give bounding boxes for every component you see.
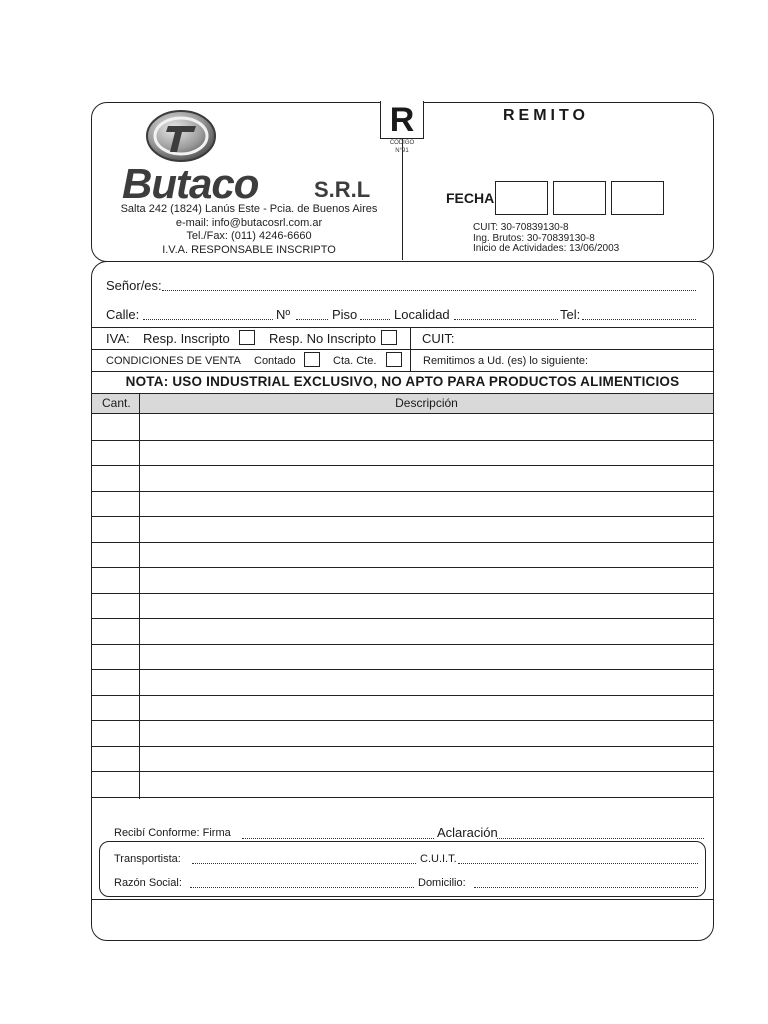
localidad-field[interactable] <box>454 319 558 320</box>
company-suffix: S.R.L <box>314 177 371 202</box>
row-divider <box>92 327 713 328</box>
body-box <box>91 261 714 941</box>
table-row[interactable] <box>92 669 713 670</box>
table-row[interactable] <box>92 593 713 594</box>
document-title: REMITO <box>503 107 589 124</box>
bottom-divider <box>92 899 713 900</box>
company-tax-status: I.V.A. RESPONSABLE INSCRIPTO <box>162 244 336 256</box>
table-column-divider <box>139 393 140 799</box>
cta-cte-checkbox[interactable] <box>386 352 402 367</box>
domicilio-label: Domicilio: <box>418 877 466 889</box>
row-divider <box>92 349 713 350</box>
table-row[interactable] <box>92 516 713 517</box>
localidad-label: Localidad <box>394 307 450 322</box>
transportista-label: Transportista: <box>114 853 181 865</box>
document-letter: R <box>380 101 424 139</box>
transport-cuit-label: C.U.I.T. <box>420 853 457 865</box>
header-divider <box>402 138 403 260</box>
senor-field[interactable] <box>162 290 696 291</box>
company-phone: Tel./Fax: (011) 4246-6660 <box>186 230 312 242</box>
company-inicio-actividades: Inicio de Actividades: 13/06/2003 <box>473 243 620 254</box>
domicilio-field[interactable] <box>474 887 698 888</box>
table-row[interactable] <box>92 542 713 543</box>
table-row[interactable] <box>92 746 713 747</box>
company-address: Salta 242 (1824) Lanús Este - Pcia. de Buenos Aires <box>120 203 378 215</box>
iva-no-inscripto-checkbox[interactable] <box>381 330 397 345</box>
transport-box <box>99 841 706 897</box>
razon-social-field[interactable] <box>190 887 414 888</box>
conditions-label: CONDICIONES DE VENTA <box>106 355 241 367</box>
header-descripcion: Descripción <box>395 396 458 410</box>
table-row[interactable] <box>92 618 713 619</box>
calle-label: Calle: <box>106 307 140 322</box>
table-row[interactable] <box>92 771 713 772</box>
row-divider <box>92 371 713 372</box>
table-row[interactable] <box>92 491 713 492</box>
date-month-field[interactable] <box>553 181 606 215</box>
senor-label: Señor/es: <box>106 278 162 293</box>
transportista-field[interactable] <box>192 863 416 864</box>
table-row[interactable] <box>92 440 713 441</box>
calle-field[interactable] <box>143 319 273 320</box>
tel-label: Tel: <box>560 307 581 322</box>
cta-cte-label: Cta. Cte. <box>333 355 377 367</box>
header-cant: Cant. <box>102 396 131 410</box>
date-day-field[interactable] <box>495 181 548 215</box>
razon-social-label: Razón Social: <box>114 877 182 889</box>
company-ing-brutos: Ing. Brutos: 30-70839130-8 <box>473 233 595 244</box>
contado-checkbox[interactable] <box>304 352 320 367</box>
numero-label: Nº <box>276 307 291 322</box>
iva-option-no-inscripto-label: Resp. No Inscripto <box>269 331 376 346</box>
table-row[interactable] <box>92 465 713 466</box>
table-row[interactable] <box>92 720 713 721</box>
transport-cuit-field[interactable] <box>458 863 698 864</box>
firma-field[interactable] <box>242 838 434 839</box>
table-row[interactable] <box>92 567 713 568</box>
remitimos-label: Remitimos a Ud. (es) lo siguiente: <box>423 355 589 367</box>
aclaracion-field[interactable] <box>497 838 704 839</box>
numero-field[interactable] <box>296 319 328 320</box>
code-label: CODIGO <box>389 140 415 146</box>
table-header <box>92 393 713 414</box>
piso-label: Piso <box>332 307 358 322</box>
aclaracion-label: Aclaración <box>437 825 498 840</box>
date-label: FECHA <box>446 190 495 206</box>
code-number: N°91 <box>395 148 409 154</box>
company-email: e-mail: info@butacosrl.com.ar <box>175 217 323 229</box>
company-brand: Butaco <box>122 160 259 207</box>
iva-inscripto-checkbox[interactable] <box>239 330 255 345</box>
piso-field[interactable] <box>360 319 390 320</box>
date-year-field[interactable] <box>611 181 664 215</box>
contado-label: Contado <box>254 355 296 367</box>
nota-banner: NOTA: USO INDUSTRIAL EXCLUSIVO, NO APTO PARA PRODUCTOS ALIMENTICIOS <box>125 374 680 389</box>
company-cuit: CUIT: 30-70839130-8 <box>473 222 569 233</box>
table-row[interactable] <box>92 644 713 645</box>
table-row[interactable] <box>92 797 713 798</box>
iva-cuit-label: CUIT: <box>422 331 455 346</box>
iva-option-inscripto-label: Resp. Inscripto <box>143 331 230 346</box>
iva-label: IVA: <box>106 331 130 346</box>
tel-field[interactable] <box>582 319 696 320</box>
table-row[interactable] <box>92 695 713 696</box>
recibi-label: Recibí Conforme: Firma <box>114 827 231 839</box>
company-logo <box>144 106 218 164</box>
